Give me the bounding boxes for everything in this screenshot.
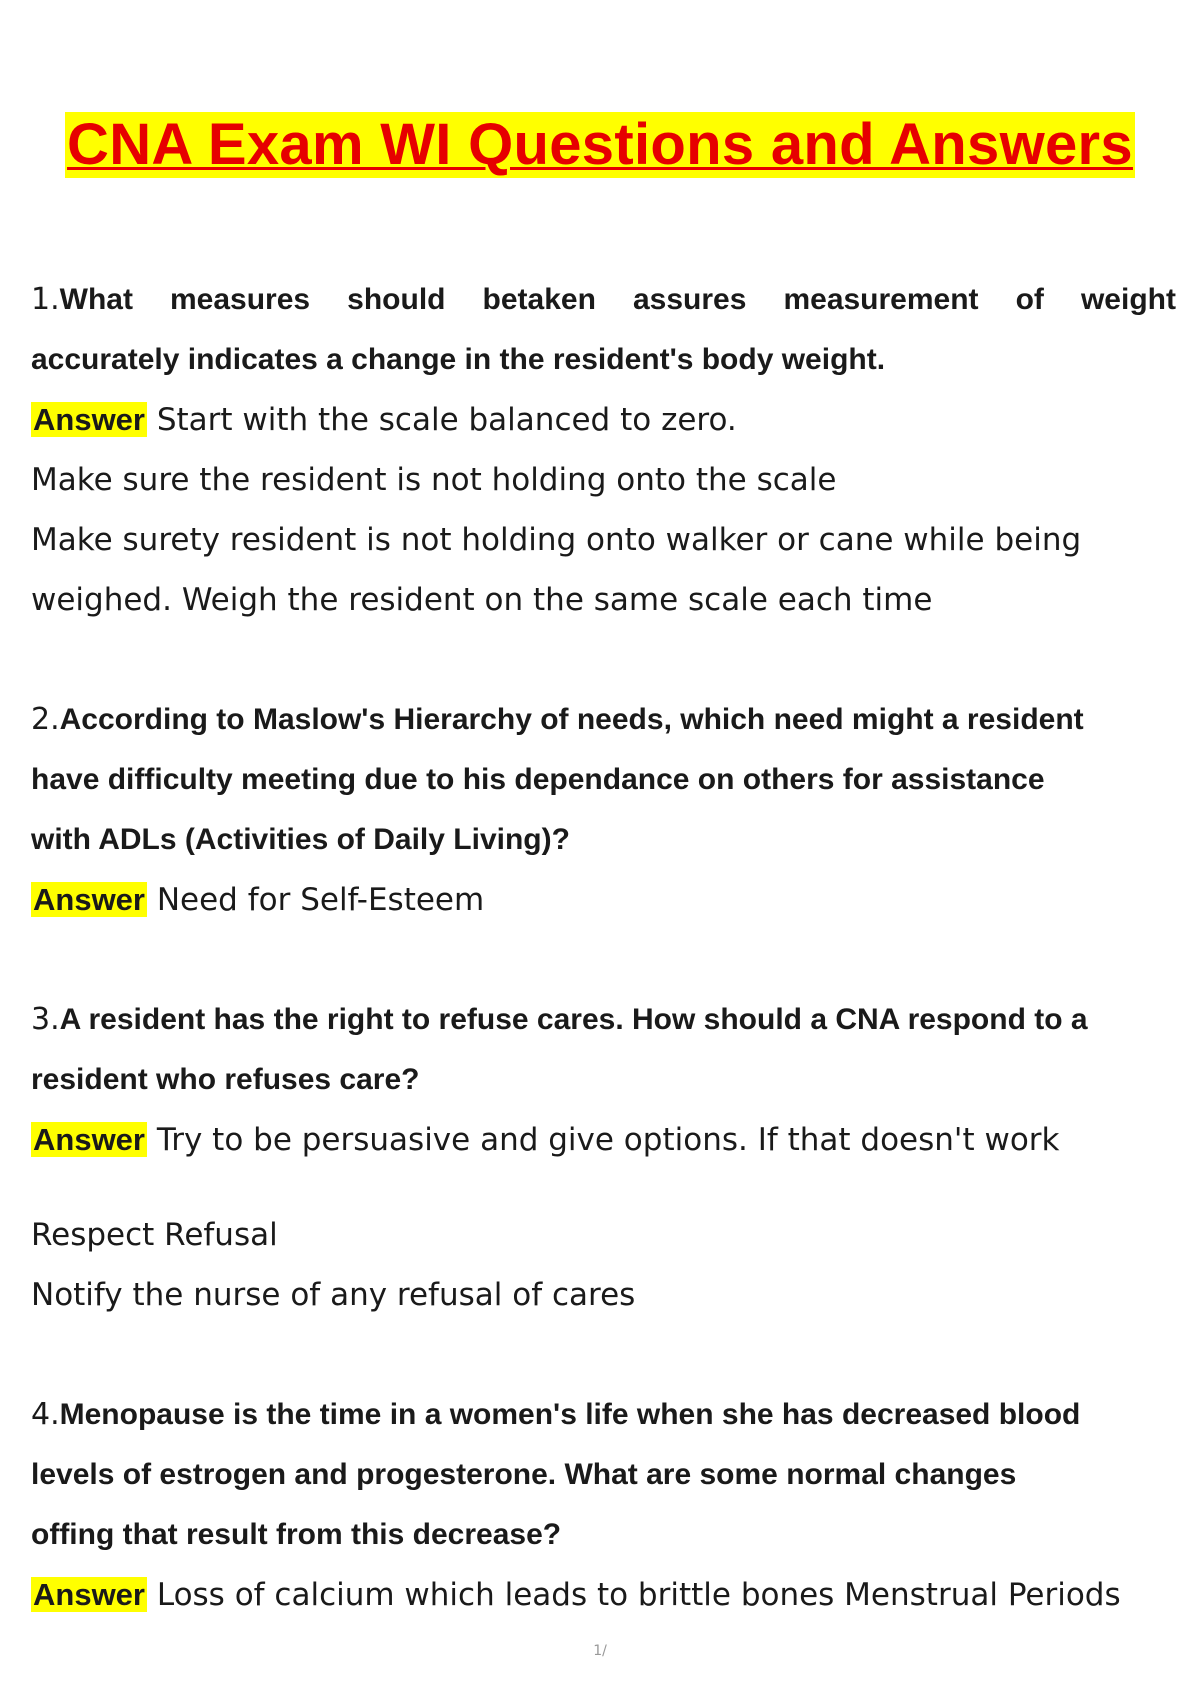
question-3-line-1	[31, 990, 1176, 1050]
question-4-line-3: offing that result from this decrease?	[31, 1518, 562, 1551]
answer-4	[31, 1565, 1176, 1625]
question-1	[31, 270, 1176, 390]
answer-2	[31, 870, 1176, 930]
answer-1	[31, 390, 1176, 450]
question-word: weight	[1080, 283, 1176, 316]
question-3-line-2: resident who refuses care?	[31, 1063, 420, 1096]
answer-1-extra-3: weighed. Weigh the resident on the same scale each time	[31, 582, 933, 618]
question-number: 3.	[31, 1002, 60, 1037]
answer-3-extra-1: Respect Refusal	[31, 1217, 278, 1253]
answer-3-extra-2: Notify the nurse of any refusal of cares	[31, 1277, 636, 1313]
question-word: assures	[632, 283, 747, 316]
answer-label: Answer	[33, 1577, 145, 1612]
question-2	[31, 690, 1176, 870]
answer-3	[31, 1110, 1176, 1170]
question-word: of	[1015, 283, 1044, 316]
question-word: measures	[170, 283, 311, 316]
answer-text: Try to be persuasive and give options. If that doesn't work	[156, 1122, 1060, 1158]
answer-text: Loss of calcium which leads to brittle bones Menstrual Periods	[156, 1577, 1121, 1613]
question-word: measurement	[783, 283, 979, 316]
question-2-line-2: have difficulty meeting due to his dependance on others for assistance	[31, 763, 1045, 796]
question-3	[31, 990, 1176, 1110]
answer-text: Start with the scale balanced to zero.	[156, 402, 737, 438]
answer-label: Answer	[33, 402, 145, 437]
title-wrap	[0, 112, 1200, 178]
question-2-line-1	[31, 690, 1176, 750]
question-4	[31, 1385, 1176, 1565]
answer-1-extra-1: Make sure the resident is not holding onto the scale	[31, 462, 837, 498]
question-1-line-1	[31, 270, 1176, 330]
question-word: betaken	[482, 283, 596, 316]
question-word: should	[347, 283, 446, 316]
question-text: Menopause is the time in a women's life when she has decreased blood	[59, 1398, 1081, 1431]
question-word: What	[59, 283, 133, 316]
question-text: According to Maslow's Hierarchy of needs, which need might a resident	[59, 703, 1084, 736]
question-1-first-word-group	[31, 270, 133, 330]
page-title: CNA Exam WI Questions and Answers	[67, 112, 1133, 177]
answer-label: Answer	[33, 1122, 145, 1157]
question-4-line-1	[31, 1385, 1176, 1445]
question-number: 1.	[31, 282, 60, 317]
question-text: A resident has the right to refuse cares. How should a CNA respond to a	[59, 1003, 1088, 1036]
qa-content	[31, 270, 1176, 1625]
answer-label: Answer	[33, 882, 145, 917]
question-2-line-3: with ADLs (Activities of Daily Living)?	[31, 823, 570, 856]
question-number: 4.	[31, 1397, 60, 1432]
question-1-line-2: accurately indicates a change in the resident's body weight.	[31, 343, 886, 376]
answer-text: Need for Self-Esteem	[156, 882, 485, 918]
page-number: 1/	[593, 1643, 607, 1659]
answer-1-extra-2: Make surety resident is not holding onto walker or cane while being	[31, 522, 1082, 558]
question-number: 2.	[31, 702, 60, 737]
question-4-line-2: levels of estrogen and progesterone. What are some normal changes	[31, 1458, 1017, 1491]
